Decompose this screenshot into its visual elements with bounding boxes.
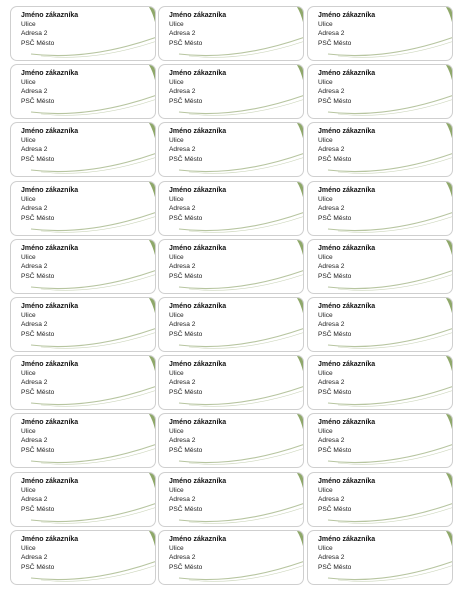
corner-accent: [297, 7, 304, 33]
city-line: PSČ Město: [318, 563, 352, 571]
street-line: Ulice: [21, 137, 36, 145]
customer-name: Jméno zákazníka: [318, 245, 376, 252]
address2-line: Adresa 2: [169, 437, 196, 445]
city-line: PSČ Město: [318, 446, 352, 454]
street-line: Ulice: [21, 79, 36, 87]
address2-line: Adresa 2: [169, 88, 196, 96]
street-line: Ulice: [318, 137, 333, 145]
street-line: Ulice: [21, 312, 36, 320]
city-line: PSČ Město: [169, 563, 203, 571]
customer-name: Jméno zákazníka: [318, 70, 376, 77]
street-line: Ulice: [169, 428, 184, 436]
customer-name: Jméno zákazníka: [169, 70, 227, 77]
street-line: Ulice: [169, 312, 184, 320]
address-label[interactable]: [158, 181, 304, 236]
customer-name: Jméno zákazníka: [169, 536, 227, 543]
city-line: PSČ Město: [169, 505, 203, 513]
address2-line: Adresa 2: [169, 146, 196, 154]
corner-accent: [297, 123, 304, 149]
label-text-block: [21, 69, 78, 106]
street-line: Ulice: [169, 370, 184, 378]
label-text-block: [169, 244, 226, 281]
corner-accent: [149, 240, 156, 266]
city-line: PSČ Město: [169, 330, 203, 338]
city-line: PSČ Město: [318, 272, 352, 280]
city-line: PSČ Město: [318, 505, 352, 513]
city-line: PSČ Město: [169, 155, 203, 163]
address-label[interactable]: [10, 472, 156, 527]
corner-accent: [149, 473, 156, 499]
address2-line: Adresa 2: [318, 88, 345, 96]
street-line: Ulice: [318, 79, 333, 87]
label-text-block: [21, 244, 78, 281]
city-line: PSČ Město: [318, 214, 352, 222]
customer-name: Jméno zákazníka: [169, 245, 227, 252]
address-label[interactable]: [158, 413, 304, 468]
city-line: PSČ Město: [318, 388, 352, 396]
address-label[interactable]: [10, 413, 156, 468]
customer-name: Jméno zákazníka: [21, 536, 79, 543]
customer-name: Jméno zákazníka: [21, 70, 79, 77]
customer-name: Jméno zákazníka: [318, 128, 376, 135]
customer-name: Jméno zákazníka: [169, 361, 227, 368]
address2-line: Adresa 2: [21, 554, 48, 562]
address2-line: Adresa 2: [318, 263, 345, 271]
street-line: Ulice: [318, 254, 333, 262]
address-label[interactable]: [158, 355, 304, 410]
street-line: Ulice: [318, 370, 333, 378]
customer-name: Jméno zákazníka: [21, 478, 79, 485]
address2-line: Adresa 2: [169, 263, 196, 271]
street-line: Ulice: [169, 196, 184, 204]
address-label[interactable]: [307, 355, 453, 410]
city-line: PSČ Město: [21, 39, 55, 47]
address-label[interactable]: [307, 530, 453, 585]
address-label[interactable]: [307, 6, 453, 61]
corner-accent: [149, 414, 156, 440]
label-text-block: [21, 477, 78, 514]
address2-line: Adresa 2: [21, 205, 48, 213]
address-label[interactable]: [307, 413, 453, 468]
city-line: PSČ Město: [318, 97, 352, 105]
corner-accent: [297, 240, 304, 266]
city-line: PSČ Město: [21, 388, 55, 396]
address-label[interactable]: [307, 122, 453, 177]
label-text-block: [318, 186, 375, 223]
customer-name: Jméno zákazníka: [318, 478, 376, 485]
address2-line: Adresa 2: [21, 379, 48, 387]
address-label[interactable]: [307, 297, 453, 352]
customer-name: Jméno zákazníka: [21, 187, 79, 194]
label-text-block: [21, 302, 78, 339]
address-label[interactable]: [10, 239, 156, 294]
label-text-block: [318, 11, 375, 48]
street-line: Ulice: [318, 545, 333, 553]
corner-accent: [149, 531, 156, 557]
street-line: Ulice: [169, 137, 184, 145]
street-line: Ulice: [169, 79, 184, 87]
city-line: PSČ Město: [318, 39, 352, 47]
customer-name: Jméno zákazníka: [21, 419, 79, 426]
corner-accent: [297, 473, 304, 499]
street-line: Ulice: [21, 545, 36, 553]
city-line: PSČ Město: [21, 563, 55, 571]
customer-name: Jméno zákazníka: [169, 303, 227, 310]
corner-accent: [446, 240, 453, 266]
label-text-block: [318, 127, 375, 164]
street-line: Ulice: [21, 487, 36, 495]
customer-name: Jméno zákazníka: [21, 361, 79, 368]
label-text-block: [318, 360, 375, 397]
street-line: Ulice: [318, 312, 333, 320]
label-text-block: [169, 11, 226, 48]
customer-name: Jméno zákazníka: [318, 536, 376, 543]
corner-accent: [446, 7, 453, 33]
label-text-block: [169, 477, 226, 514]
address-label[interactable]: [10, 297, 156, 352]
customer-name: Jméno zákazníka: [318, 419, 376, 426]
customer-name: Jméno zákazníka: [318, 12, 376, 19]
address-label[interactable]: [307, 181, 453, 236]
label-text-block: [169, 186, 226, 223]
city-line: PSČ Město: [21, 214, 55, 222]
address2-line: Adresa 2: [318, 30, 345, 38]
corner-accent: [149, 123, 156, 149]
label-text-block: [21, 360, 78, 397]
label-text-block: [169, 127, 226, 164]
corner-accent: [149, 298, 156, 324]
street-line: Ulice: [169, 21, 184, 29]
address2-line: Adresa 2: [21, 88, 48, 96]
city-line: PSČ Město: [21, 505, 55, 513]
street-line: Ulice: [21, 21, 36, 29]
label-text-block: [318, 244, 375, 281]
address2-line: Adresa 2: [169, 554, 196, 562]
label-text-block: [169, 69, 226, 106]
customer-name: Jméno zákazníka: [21, 128, 79, 135]
city-line: PSČ Město: [318, 330, 352, 338]
street-line: Ulice: [169, 545, 184, 553]
label-text-block: [318, 69, 375, 106]
corner-accent: [446, 123, 453, 149]
address-label[interactable]: [10, 6, 156, 61]
address-label[interactable]: [307, 64, 453, 119]
label-text-block: [21, 535, 78, 572]
customer-name: Jméno zákazníka: [21, 12, 79, 19]
street-line: Ulice: [21, 196, 36, 204]
address-label[interactable]: [158, 64, 304, 119]
city-line: PSČ Město: [169, 388, 203, 396]
customer-name: Jméno zákazníka: [318, 303, 376, 310]
label-text-block: [21, 11, 78, 48]
corner-accent: [446, 65, 453, 91]
corner-accent: [446, 356, 453, 382]
label-text-block: [169, 360, 226, 397]
corner-accent: [297, 182, 304, 208]
label-text-block: [21, 186, 78, 223]
address-label[interactable]: [10, 122, 156, 177]
customer-name: Jméno zákazníka: [21, 245, 79, 252]
address-label[interactable]: [10, 355, 156, 410]
address2-line: Adresa 2: [318, 437, 345, 445]
label-text-block: [21, 127, 78, 164]
address2-line: Adresa 2: [21, 263, 48, 271]
street-line: Ulice: [318, 21, 333, 29]
address-label[interactable]: [158, 122, 304, 177]
city-line: PSČ Město: [169, 272, 203, 280]
address-label[interactable]: [158, 297, 304, 352]
customer-name: Jméno zákazníka: [318, 361, 376, 368]
address2-line: Adresa 2: [318, 321, 345, 329]
corner-accent: [297, 298, 304, 324]
address2-line: Adresa 2: [21, 437, 48, 445]
address-label[interactable]: [158, 6, 304, 61]
corner-accent: [149, 182, 156, 208]
city-line: PSČ Město: [21, 155, 55, 163]
street-line: Ulice: [318, 487, 333, 495]
customer-name: Jméno zákazníka: [21, 303, 79, 310]
label-text-block: [169, 302, 226, 339]
address2-line: Adresa 2: [318, 554, 345, 562]
street-line: Ulice: [169, 254, 184, 262]
street-line: Ulice: [21, 254, 36, 262]
label-text-block: [21, 418, 78, 455]
address2-line: Adresa 2: [21, 321, 48, 329]
address-label[interactable]: [158, 472, 304, 527]
city-line: PSČ Město: [169, 97, 203, 105]
address2-line: Adresa 2: [21, 496, 48, 504]
label-text-block: [169, 418, 226, 455]
city-line: PSČ Město: [21, 446, 55, 454]
corner-accent: [446, 182, 453, 208]
corner-accent: [297, 414, 304, 440]
city-line: PSČ Město: [318, 155, 352, 163]
address-label[interactable]: [307, 472, 453, 527]
address-label[interactable]: [10, 64, 156, 119]
customer-name: Jméno zákazníka: [318, 187, 376, 194]
address2-line: Adresa 2: [318, 379, 345, 387]
label-text-block: [318, 477, 375, 514]
corner-accent: [297, 65, 304, 91]
corner-accent: [297, 356, 304, 382]
customer-name: Jméno zákazníka: [169, 419, 227, 426]
street-line: Ulice: [169, 487, 184, 495]
street-line: Ulice: [318, 196, 333, 204]
label-text-block: [318, 302, 375, 339]
address2-line: Adresa 2: [318, 496, 345, 504]
address2-line: Adresa 2: [318, 146, 345, 154]
corner-accent: [149, 65, 156, 91]
street-line: Ulice: [21, 370, 36, 378]
corner-accent: [149, 356, 156, 382]
customer-name: Jméno zákazníka: [169, 12, 227, 19]
address2-line: Adresa 2: [169, 205, 196, 213]
label-text-block: [169, 535, 226, 572]
label-text-block: [318, 418, 375, 455]
street-line: Ulice: [318, 428, 333, 436]
corner-accent: [446, 298, 453, 324]
city-line: PSČ Město: [21, 272, 55, 280]
city-line: PSČ Město: [169, 214, 203, 222]
customer-name: Jméno zákazníka: [169, 478, 227, 485]
address2-line: Adresa 2: [169, 379, 196, 387]
address2-line: Adresa 2: [318, 205, 345, 213]
corner-accent: [446, 531, 453, 557]
corner-accent: [446, 473, 453, 499]
address-label[interactable]: [158, 239, 304, 294]
address2-line: Adresa 2: [169, 30, 196, 38]
address2-line: Adresa 2: [21, 30, 48, 38]
customer-name: Jméno zákazníka: [169, 128, 227, 135]
address2-line: Adresa 2: [169, 321, 196, 329]
address-label[interactable]: [10, 530, 156, 585]
city-line: PSČ Město: [169, 446, 203, 454]
corner-accent: [297, 531, 304, 557]
address2-line: Adresa 2: [21, 146, 48, 154]
corner-accent: [149, 7, 156, 33]
customer-name: Jméno zákazníka: [169, 187, 227, 194]
address2-line: Adresa 2: [169, 496, 196, 504]
street-line: Ulice: [21, 428, 36, 436]
address-label[interactable]: [158, 530, 304, 585]
address-label[interactable]: [307, 239, 453, 294]
city-line: PSČ Město: [21, 330, 55, 338]
city-line: PSČ Město: [169, 39, 203, 47]
city-line: PSČ Město: [21, 97, 55, 105]
address-label[interactable]: [10, 181, 156, 236]
corner-accent: [446, 414, 453, 440]
label-text-block: [318, 535, 375, 572]
